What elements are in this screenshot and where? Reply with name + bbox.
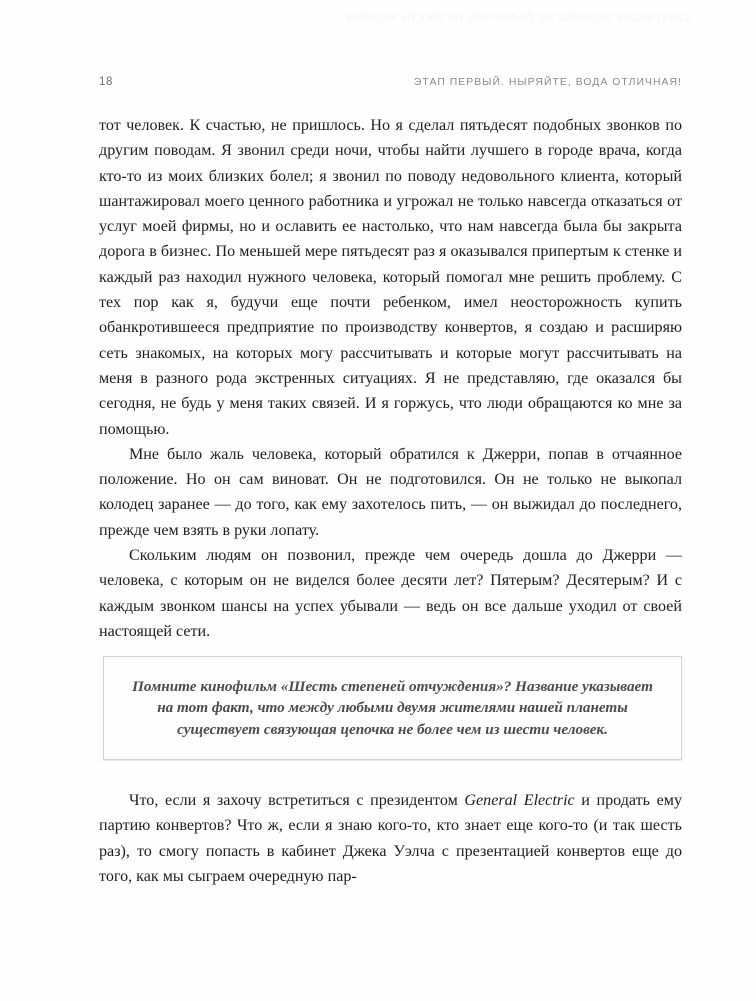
tail-text-block [99, 788, 682, 889]
paragraph-1: тот человек. К счастью, не пришлось. Но я сделал пятьдесят подобных звонков по другим поводам. Я звонил среди ночи, чтобы найти лучшего в городе врача, когда кто-то из моих близких болел; я звонил по поводу недовольного клиента, который шантажировал моего ценного работника и угрожал не только навсегда отказаться от услуг моей фирмы, но и ославить ее настолько, что нам навсегда была бы закрыта дорога в бизнес. По меньшей мере пятьдесят раз я оказывался припертым к стенке и каждый раз находил нужного человека, который помогал мне решить проблему. С тех пор как я, будучи еще почти ребенком, имел неосторожность купить обанкротившееся предприятие по производству конвертов, я создаю и расширяю сеть знакомых, на которых могу рассчитывать и которые могут рассчитывать на меня в разного рода экстренных ситуациях. Я не представляю, где оказался бы сегодня, не будь у меня таких связей. И я горжусь, что люди обращаются ко мне за помощью. [99, 117, 682, 438]
brand-name-italic: General Electric [464, 792, 575, 809]
paragraph-2: Мне было жаль человека, который обратился к Джерри, попав в отчаянное положение. Но он сам виноват. Он не подготовился. Он не только не выкопал колодец заранее — до того, как ему захотелось пить, — он выжидал до последнего, прежде чем взять в руки лопату. [99, 445, 682, 539]
pull-quote-box [103, 656, 682, 760]
chapter-title: ЭТАП ПЕРВЫЙ. НЫРЯЙТЕ, ВОДА ОТЛИЧНАЯ! [413, 77, 682, 88]
page-number: 18 [99, 76, 113, 88]
paper-bleedthrough-ghost [90, 6, 690, 52]
body-text-block [99, 113, 682, 644]
pull-quote-text: Помните кинофильм «Шесть степеней отчуждения»? Название указывает на тот факт, что между любыми двумя жителями нашей планеты существует связующая цепочка не более чем из шести человек. [132, 677, 653, 738]
paragraph-4 [99, 788, 682, 889]
running-head [99, 76, 682, 88]
paragraph-3: Скольким людям он позвонил, прежде чем очередь дошла до Джерри — человека, с которым он не виделся более десяти лет? Пятерым? Десятерым? И с каждым звонком шансы на успех убывали — ведь он все дальше уходил от своей настоящей сети. [99, 547, 682, 640]
paragraph-4-rest: и продать ему партию конвертов? Что ж, если я знаю кого-то, кто знает еще кого-то (и так шесть раз), то смогу попасть в кабинет Джека Уэлча с презентацией конвертов еще до того, как мы сыграем очередную пар- [99, 792, 682, 885]
paragraph-4-lead: Что, если я захочу встретиться с президентом [129, 792, 465, 809]
